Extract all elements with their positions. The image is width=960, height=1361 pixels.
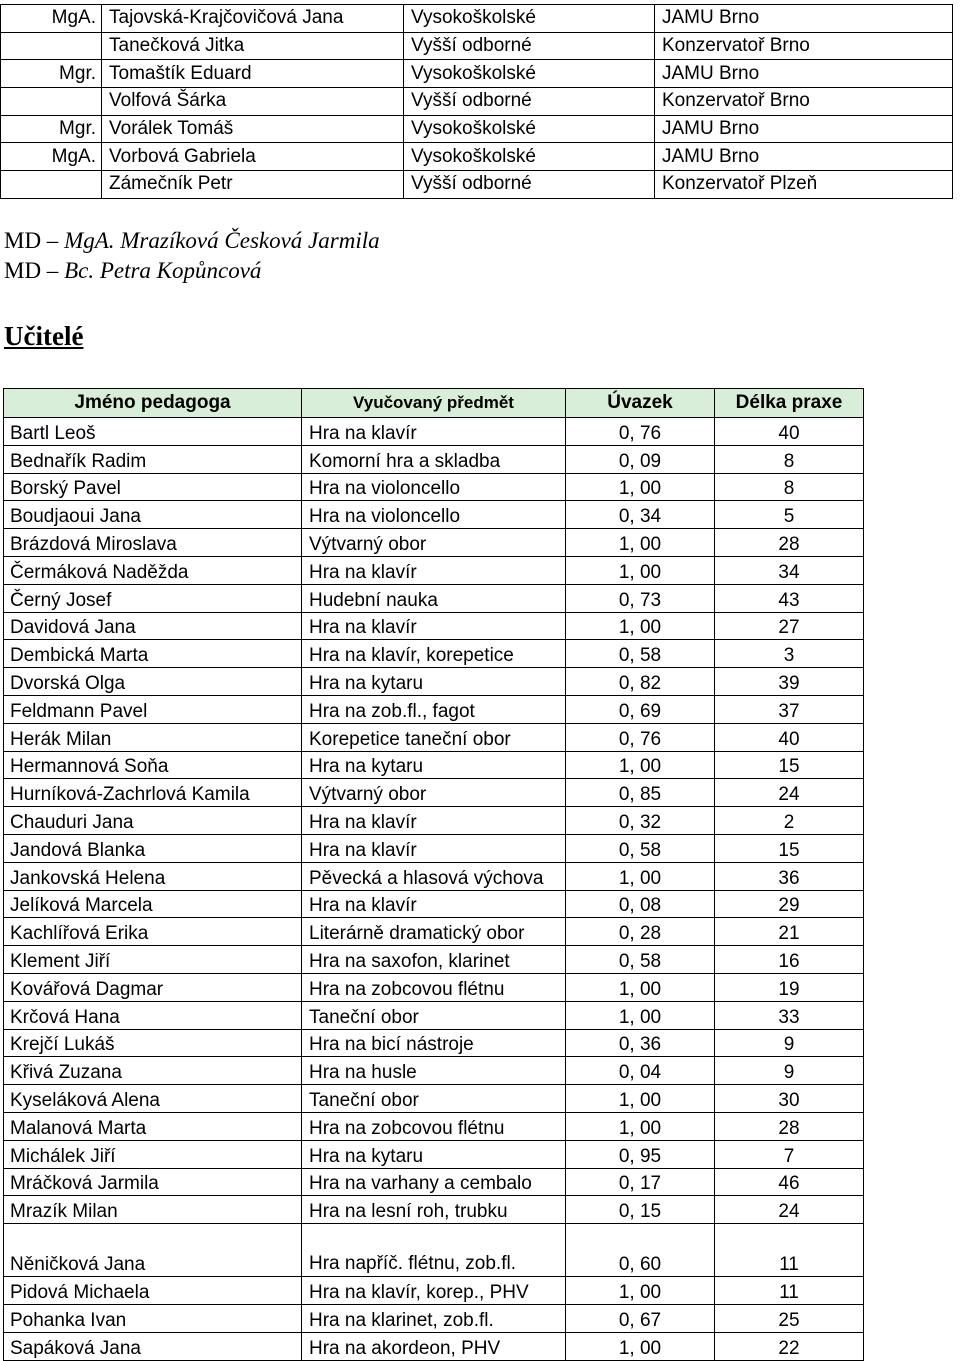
teacher-subject: Hra na klarinet, zob.fl. bbox=[302, 1304, 566, 1332]
teacher-experience: 11 bbox=[715, 1277, 864, 1305]
header-name: Jméno pedagoga bbox=[4, 389, 302, 418]
teacher-row bbox=[4, 862, 864, 890]
teacher-subject: Hra na akordeon, PHV bbox=[302, 1332, 566, 1360]
teacher-name: Jandová Blanka bbox=[4, 834, 302, 862]
teacher-name: Sapáková Jana bbox=[4, 1332, 302, 1360]
teacher-row bbox=[4, 918, 864, 946]
staff-row bbox=[1, 115, 953, 143]
teacher-subject: Literárně dramatický obor bbox=[302, 918, 566, 946]
teacher-name: Krejčí Lukáš bbox=[4, 1029, 302, 1057]
teacher-experience: 40 bbox=[715, 723, 864, 751]
teacher-name: Krčová Hana bbox=[4, 1001, 302, 1029]
teacher-load: 0, 82 bbox=[566, 668, 715, 696]
teacher-name: Bednařík Radim bbox=[4, 445, 302, 473]
teacher-experience: 37 bbox=[715, 695, 864, 723]
teacher-experience: 5 bbox=[715, 501, 864, 529]
teacher-load: 1, 00 bbox=[566, 1277, 715, 1305]
staff-name: Vorálek Tomáš bbox=[102, 115, 404, 143]
teacher-experience: 36 bbox=[715, 862, 864, 890]
staff-education: Vysokoškolské bbox=[404, 115, 655, 143]
teacher-subject: Hra na klavír bbox=[302, 556, 566, 584]
teacher-load: 1, 00 bbox=[566, 751, 715, 779]
teacher-subject: Hra na violoncello bbox=[302, 501, 566, 529]
teacher-row bbox=[4, 946, 864, 974]
teacher-row bbox=[4, 723, 864, 751]
teacher-load: 0, 09 bbox=[566, 445, 715, 473]
teacher-load: 1, 00 bbox=[566, 1001, 715, 1029]
teacher-experience: 2 bbox=[715, 807, 864, 835]
teacher-experience: 7 bbox=[715, 1140, 864, 1168]
staff-qualification-table bbox=[0, 4, 953, 199]
teacher-experience: 39 bbox=[715, 668, 864, 696]
teacher-experience: 22 bbox=[715, 1332, 864, 1360]
teacher-name: Michálek Jiří bbox=[4, 1140, 302, 1168]
teacher-subject: Hra na klavír bbox=[302, 890, 566, 918]
staff-school: Konzervatoř Plzeň bbox=[655, 171, 953, 199]
teacher-load: 1, 00 bbox=[566, 1085, 715, 1113]
teacher-load: 0, 60 bbox=[566, 1224, 715, 1277]
staff-qualification-body bbox=[1, 5, 953, 199]
staff-education: Vysokoškolské bbox=[404, 60, 655, 88]
staff-school: JAMU Brno bbox=[655, 60, 953, 88]
staff-school: Konzervatoř Brno bbox=[655, 32, 953, 60]
teacher-row bbox=[4, 695, 864, 723]
teacher-row bbox=[4, 1196, 864, 1224]
teacher-subject: Hra napříč. flétnu, zob.fl. bbox=[302, 1224, 566, 1277]
staff-row bbox=[1, 88, 953, 116]
teacher-load: 0, 69 bbox=[566, 695, 715, 723]
teacher-subject: Hra na zobcovou flétnu bbox=[302, 973, 566, 1001]
teacher-row bbox=[4, 973, 864, 1001]
teacher-name: Jankovská Helena bbox=[4, 862, 302, 890]
teacher-subject: Hra na kytaru bbox=[302, 668, 566, 696]
teacher-load: 0, 32 bbox=[566, 807, 715, 835]
teacher-name: Mrazík Milan bbox=[4, 1196, 302, 1224]
teacher-subject: Hra na klavír, korepetice bbox=[302, 640, 566, 668]
teacher-name: Dvorská Olga bbox=[4, 668, 302, 696]
teacher-load: 1, 00 bbox=[566, 473, 715, 501]
teacher-load: 1, 00 bbox=[566, 973, 715, 1001]
teacher-row bbox=[4, 473, 864, 501]
teacher-experience: 27 bbox=[715, 612, 864, 640]
staff-title: MgA. bbox=[1, 143, 102, 171]
teacher-load: 1, 00 bbox=[566, 1112, 715, 1140]
teacher-experience: 33 bbox=[715, 1001, 864, 1029]
teacher-subject: Hra na kytaru bbox=[302, 751, 566, 779]
teacher-load: 0, 04 bbox=[566, 1057, 715, 1085]
staff-title bbox=[1, 171, 102, 199]
teacher-subject: Hra na husle bbox=[302, 1057, 566, 1085]
teacher-row bbox=[4, 807, 864, 835]
teacher-load: 0, 58 bbox=[566, 946, 715, 974]
staff-title: Mgr. bbox=[1, 60, 102, 88]
staff-school: JAMU Brno bbox=[655, 143, 953, 171]
staff-school: JAMU Brno bbox=[655, 115, 953, 143]
staff-name: Tajovská-Krajčovičová Jana bbox=[102, 5, 404, 33]
teacher-row bbox=[4, 834, 864, 862]
staff-title bbox=[1, 32, 102, 60]
teachers-header-row bbox=[4, 389, 864, 418]
teacher-load: 0, 15 bbox=[566, 1196, 715, 1224]
staff-school: Konzervatoř Brno bbox=[655, 88, 953, 116]
teacher-experience: 15 bbox=[715, 751, 864, 779]
teacher-subject: Hra na klavír, korep., PHV bbox=[302, 1277, 566, 1305]
teacher-experience: 30 bbox=[715, 1085, 864, 1113]
teacher-row bbox=[4, 501, 864, 529]
teacher-name: Hermannová Soňa bbox=[4, 751, 302, 779]
staff-name: Zámečník Petr bbox=[102, 171, 404, 199]
staff-name: Tanečková Jitka bbox=[102, 32, 404, 60]
teacher-experience: 29 bbox=[715, 890, 864, 918]
teacher-experience: 34 bbox=[715, 556, 864, 584]
teacher-name: Čermáková Naděžda bbox=[4, 556, 302, 584]
teacher-subject: Komorní hra a skladba bbox=[302, 445, 566, 473]
teacher-name: Brázdová Miroslava bbox=[4, 529, 302, 557]
teacher-row bbox=[4, 556, 864, 584]
teacher-row bbox=[4, 751, 864, 779]
teacher-load: 0, 85 bbox=[566, 779, 715, 807]
teacher-experience: 11 bbox=[715, 1224, 864, 1277]
teacher-row bbox=[4, 668, 864, 696]
header-subject: Vyučovaný předmět bbox=[302, 389, 566, 418]
teacher-load: 1, 00 bbox=[566, 529, 715, 557]
teacher-load: 0, 34 bbox=[566, 501, 715, 529]
teachers-body bbox=[4, 418, 864, 1361]
teacher-subject: Hra na varhany a cembalo bbox=[302, 1168, 566, 1196]
teacher-experience: 8 bbox=[715, 445, 864, 473]
teacher-experience: 40 bbox=[715, 418, 864, 446]
teacher-subject: Hra na kytaru bbox=[302, 1140, 566, 1168]
teacher-experience: 8 bbox=[715, 473, 864, 501]
teacher-experience: 46 bbox=[715, 1168, 864, 1196]
teacher-name: Mráčková Jarmila bbox=[4, 1168, 302, 1196]
staff-row bbox=[1, 171, 953, 199]
teacher-experience: 15 bbox=[715, 834, 864, 862]
maternity-leave-line bbox=[4, 258, 261, 284]
teacher-row bbox=[4, 640, 864, 668]
teacher-row bbox=[4, 1332, 864, 1360]
teacher-experience: 24 bbox=[715, 1196, 864, 1224]
staff-name: Vorbová Gabriela bbox=[102, 143, 404, 171]
teacher-name: Kachlířová Erika bbox=[4, 918, 302, 946]
teacher-subject: Hudební nauka bbox=[302, 584, 566, 612]
staff-title bbox=[1, 88, 102, 116]
teacher-row bbox=[4, 612, 864, 640]
teacher-experience: 28 bbox=[715, 1112, 864, 1140]
teacher-name: Jelíková Marcela bbox=[4, 890, 302, 918]
staff-row bbox=[1, 143, 953, 171]
teacher-row bbox=[4, 1057, 864, 1085]
teacher-name: Pohanka Ivan bbox=[4, 1304, 302, 1332]
teacher-row bbox=[4, 1224, 864, 1277]
staff-education: Vyšší odborné bbox=[404, 88, 655, 116]
teacher-row bbox=[4, 779, 864, 807]
teacher-name: Hurníková-Zachrlová Kamila bbox=[4, 779, 302, 807]
teacher-name: Malanová Marta bbox=[4, 1112, 302, 1140]
teacher-name: Chauduri Jana bbox=[4, 807, 302, 835]
teacher-experience: 19 bbox=[715, 973, 864, 1001]
teacher-load: 0, 95 bbox=[566, 1140, 715, 1168]
teacher-row bbox=[4, 445, 864, 473]
teacher-experience: 25 bbox=[715, 1304, 864, 1332]
teacher-name: Borský Pavel bbox=[4, 473, 302, 501]
teacher-load: 0, 73 bbox=[566, 584, 715, 612]
teacher-subject: Hra na zobcovou flétnu bbox=[302, 1112, 566, 1140]
teacher-row bbox=[4, 1085, 864, 1113]
teacher-name: Davidová Jana bbox=[4, 612, 302, 640]
staff-education: Vyšší odborné bbox=[404, 32, 655, 60]
teacher-row bbox=[4, 890, 864, 918]
teacher-subject: Hra na bicí nástroje bbox=[302, 1029, 566, 1057]
teacher-subject: Hra na klavír bbox=[302, 612, 566, 640]
teacher-row bbox=[4, 584, 864, 612]
teacher-row bbox=[4, 1277, 864, 1305]
teacher-experience: 28 bbox=[715, 529, 864, 557]
teacher-name: Černý Josef bbox=[4, 584, 302, 612]
teacher-row bbox=[4, 1112, 864, 1140]
teacher-experience: 21 bbox=[715, 918, 864, 946]
teacher-experience: 3 bbox=[715, 640, 864, 668]
header-load: Úvazek bbox=[566, 389, 715, 418]
teacher-load: 0, 08 bbox=[566, 890, 715, 918]
staff-row bbox=[1, 5, 953, 33]
teacher-row bbox=[4, 1001, 864, 1029]
teacher-name: Pidová Michaela bbox=[4, 1277, 302, 1305]
teacher-load: 0, 76 bbox=[566, 418, 715, 446]
staff-education: Vysokoškolské bbox=[404, 143, 655, 171]
staff-row bbox=[1, 32, 953, 60]
section-heading: Učitelé bbox=[4, 321, 84, 351]
teacher-name: Dembická Marta bbox=[4, 640, 302, 668]
teacher-experience: 9 bbox=[715, 1057, 864, 1085]
teacher-subject: Hra na lesní roh, trubku bbox=[302, 1196, 566, 1224]
teacher-name: Křivá Zuzana bbox=[4, 1057, 302, 1085]
teacher-subject: Pěvecká a hlasová výchova bbox=[302, 862, 566, 890]
teacher-experience: 16 bbox=[715, 946, 864, 974]
header-experience: Délka praxe bbox=[715, 389, 864, 418]
teacher-subject: Hra na saxofon, klarinet bbox=[302, 946, 566, 974]
teachers-table bbox=[3, 388, 864, 1361]
staff-education: Vysokoškolské bbox=[404, 5, 655, 33]
teacher-row bbox=[4, 1029, 864, 1057]
teacher-experience: 9 bbox=[715, 1029, 864, 1057]
teacher-load: 0, 17 bbox=[566, 1168, 715, 1196]
teacher-name: Herák Milan bbox=[4, 723, 302, 751]
teacher-load: 1, 00 bbox=[566, 612, 715, 640]
teacher-row bbox=[4, 1140, 864, 1168]
teacher-load: 0, 67 bbox=[566, 1304, 715, 1332]
teacher-subject: Výtvarný obor bbox=[302, 529, 566, 557]
maternity-leave-line bbox=[4, 228, 380, 254]
teacher-subject: Hra na klavír bbox=[302, 834, 566, 862]
teacher-subject: Hra na violoncello bbox=[302, 473, 566, 501]
teacher-subject: Korepetice taneční obor bbox=[302, 723, 566, 751]
teacher-subject: Hra na klavír bbox=[302, 418, 566, 446]
md-prefix: MD – bbox=[4, 258, 65, 283]
staff-title: Mgr. bbox=[1, 115, 102, 143]
teacher-experience: 24 bbox=[715, 779, 864, 807]
teacher-subject: Výtvarný obor bbox=[302, 779, 566, 807]
teacher-load: 0, 58 bbox=[566, 834, 715, 862]
teacher-name: Kyseláková Alena bbox=[4, 1085, 302, 1113]
md-name: Bc. Petra Kopůncová bbox=[64, 258, 262, 283]
teacher-experience: 43 bbox=[715, 584, 864, 612]
teacher-name: Bartl Leoš bbox=[4, 418, 302, 446]
teacher-load: 0, 36 bbox=[566, 1029, 715, 1057]
teacher-name: Něničková Jana bbox=[4, 1224, 302, 1277]
staff-school: JAMU Brno bbox=[655, 5, 953, 33]
teacher-subject: Hra na klavír bbox=[302, 807, 566, 835]
staff-name: Volfová Šárka bbox=[102, 88, 404, 116]
teacher-row bbox=[4, 1168, 864, 1196]
teacher-load: 0, 58 bbox=[566, 640, 715, 668]
teacher-load: 1, 00 bbox=[566, 1332, 715, 1360]
staff-row bbox=[1, 60, 953, 88]
teacher-load: 1, 00 bbox=[566, 556, 715, 584]
staff-education: Vyšší odborné bbox=[404, 171, 655, 199]
teacher-load: 1, 00 bbox=[566, 862, 715, 890]
teacher-subject: Taneční obor bbox=[302, 1085, 566, 1113]
teacher-name: Klement Jiří bbox=[4, 946, 302, 974]
teacher-load: 0, 28 bbox=[566, 918, 715, 946]
teacher-name: Kovářová Dagmar bbox=[4, 973, 302, 1001]
teacher-row bbox=[4, 1304, 864, 1332]
staff-title: MgA. bbox=[1, 5, 102, 33]
teacher-load: 0, 76 bbox=[566, 723, 715, 751]
staff-name: Tomaštík Eduard bbox=[102, 60, 404, 88]
md-name: MgA. Mrazíková Česková Jarmila bbox=[64, 228, 380, 253]
teacher-name: Feldmann Pavel bbox=[4, 695, 302, 723]
teacher-row bbox=[4, 418, 864, 446]
teacher-subject: Taneční obor bbox=[302, 1001, 566, 1029]
teacher-subject: Hra na zob.fl., fagot bbox=[302, 695, 566, 723]
teacher-name: Boudjaoui Jana bbox=[4, 501, 302, 529]
md-prefix: MD – bbox=[4, 228, 65, 253]
teacher-row bbox=[4, 529, 864, 557]
